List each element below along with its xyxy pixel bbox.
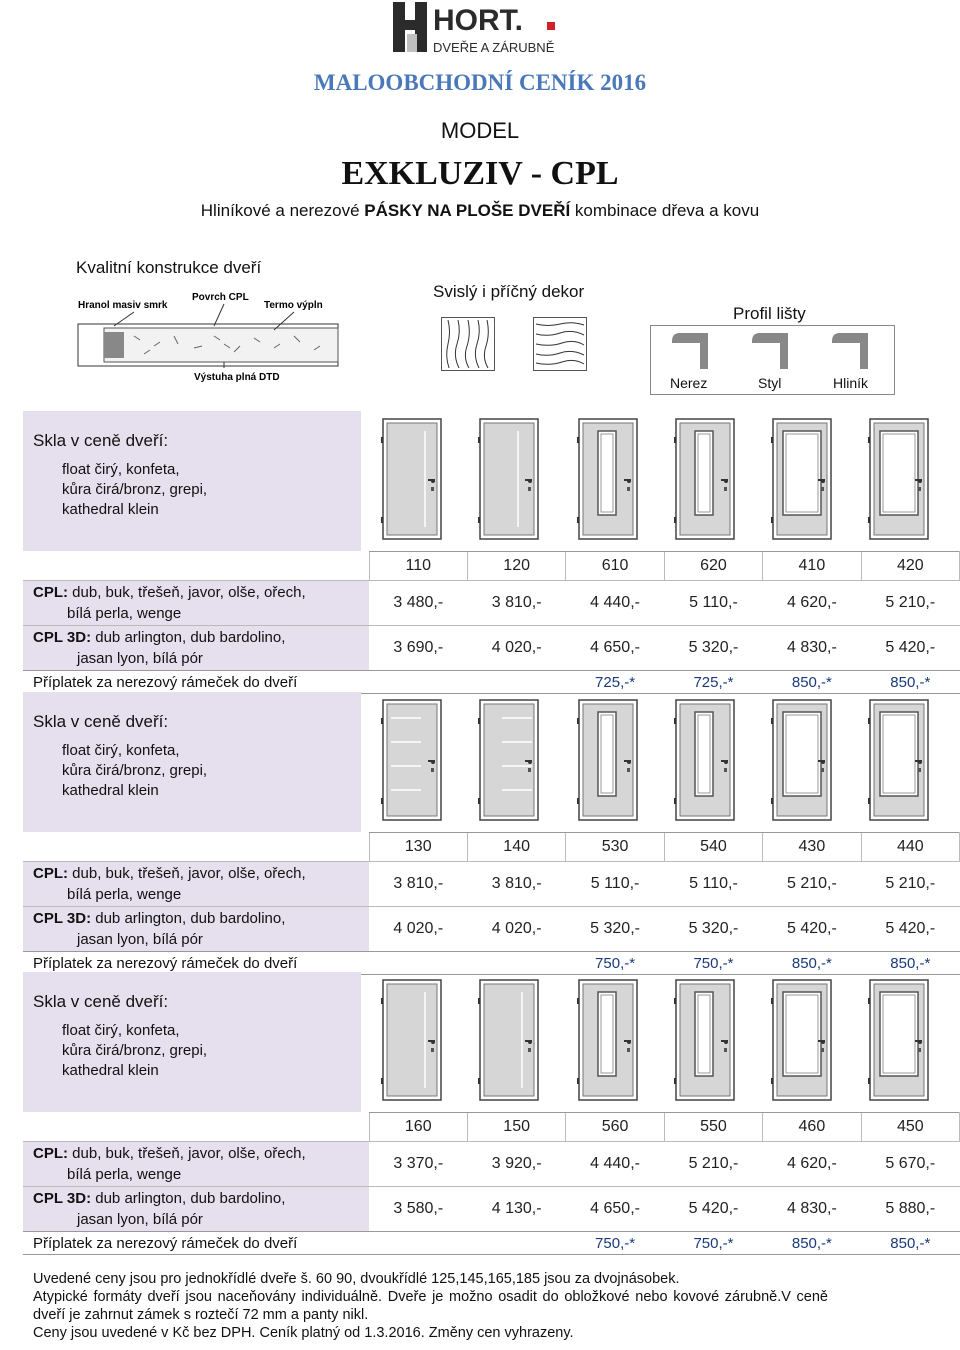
door-illustration (674, 978, 738, 1109)
construction-diagram (74, 286, 344, 386)
glass-type-line: kůra čirá/bronz, grepi, (62, 762, 208, 779)
surcharge-price: 750,-* (664, 952, 762, 975)
surcharge-label: Příplatek za nerezový rámeček do dveří (23, 1232, 369, 1255)
model-code: 130 (369, 833, 467, 862)
surcharge-price: 850,-* (861, 1232, 959, 1255)
nerez-profile-icon (672, 333, 712, 374)
cpl-price: 3 810,- (369, 862, 467, 907)
surcharge-label: Příplatek za nerezový rámeček do dveří (23, 952, 369, 975)
surcharge-price: 850,-* (763, 1232, 861, 1255)
footer-line-1: Uvedené ceny jsou pro jednokřídlé dveře š. 60 90, dvoukřídlé 125,145,165,185 jsou za dvojnásobek. (33, 1271, 680, 1287)
cpl3d-price-row (23, 1187, 960, 1232)
cpl-price: 5 110,- (664, 862, 762, 907)
model-code: 550 (664, 1113, 762, 1142)
surcharge-row (23, 1232, 960, 1255)
model-code: 410 (763, 552, 861, 581)
cpl3d-description: CPL 3D: dub arlington, dub bardolino, jasan lyon, bílá pór (23, 907, 369, 952)
glass-type-line: kůra čirá/bronz, grepi, (62, 1042, 208, 1059)
surcharge-price: 850,-* (861, 671, 959, 694)
cpl3d-price: 5 420,- (861, 907, 959, 952)
door-illustration (868, 417, 932, 548)
svg-text:Výstuha plná DTD: Výstuha plná DTD (194, 372, 280, 383)
cpl3d-price: 4 650,- (566, 626, 664, 671)
model-code: 440 (861, 833, 959, 862)
surcharge-price: 850,-* (763, 952, 861, 975)
surcharge-price: 725,-* (566, 671, 664, 694)
model-code: 160 (369, 1113, 467, 1142)
door-illustration (381, 417, 445, 548)
cpl-price: 3 920,- (467, 1142, 565, 1187)
cpl3d-price: 4 020,- (369, 907, 467, 952)
price-table (23, 1112, 960, 1255)
surcharge-price: 725,-* (664, 671, 762, 694)
glass-type-line: kathedral klein (62, 1062, 159, 1079)
logo-text: HORT. (433, 4, 523, 37)
door-illustration (771, 417, 835, 548)
surcharge-price: 850,-* (763, 671, 861, 694)
door-illustration (577, 698, 641, 829)
cpl3d-price-row (23, 626, 960, 671)
svg-text:Hranol masiv smrk: Hranol masiv smrk (78, 300, 168, 311)
door-illustration (577, 978, 641, 1109)
price-list-title: MALOOBCHODNÍ CENÍK 2016 (313, 70, 647, 95)
glass-included-title: Skla v ceně dveří: (33, 712, 169, 731)
model-code: 450 (861, 1113, 959, 1142)
price-table (23, 832, 960, 975)
model-code: 620 (664, 552, 762, 581)
cpl-price: 3 810,- (467, 862, 565, 907)
cpl3d-price: 4 020,- (467, 907, 565, 952)
door-illustration (478, 698, 542, 829)
footer-line-2: Atypické formáty dveří jsou naceňovány individuálně. Dveře je možno osadit do obložkové nebo kovové zárubně.V ceně dveří je zahrnut zámek s roztečí 72 mm a panty nikl. (33, 1289, 828, 1323)
surcharge-price: 750,-* (566, 1232, 664, 1255)
door-illustration (381, 978, 445, 1109)
cpl-price: 4 440,- (566, 1142, 664, 1187)
model-label: MODEL (440, 118, 520, 143)
cpl3d-price: 4 830,- (763, 1187, 861, 1232)
profile-name-hlinik: Hliník (833, 375, 869, 391)
door-illustration (478, 978, 542, 1109)
vertical-decor-icon (441, 317, 495, 371)
cpl3d-price: 5 420,- (861, 626, 959, 671)
model-code: 140 (467, 833, 565, 862)
glass-included-title: Skla v ceně dveří: (33, 431, 169, 450)
svg-text:Termo výpln: Termo výpln (264, 300, 323, 311)
cpl-price: 3 370,- (369, 1142, 467, 1187)
surcharge-row (23, 671, 960, 694)
model-code: 110 (369, 552, 467, 581)
door-illustration (674, 417, 738, 548)
surcharge-price: 850,-* (861, 952, 959, 975)
door-illustration (868, 698, 932, 829)
cpl3d-price: 5 880,- (861, 1187, 959, 1232)
surcharge-price (369, 671, 467, 694)
model-code: 120 (467, 552, 565, 581)
glass-type-line: float čirý, konfeta, (62, 742, 180, 759)
cpl-price: 5 210,- (861, 862, 959, 907)
cpl-price: 4 440,- (566, 581, 664, 626)
model-code: 150 (467, 1113, 565, 1142)
glass-included-title: Skla v ceně dveří: (33, 992, 169, 1011)
model-code: 420 (861, 552, 959, 581)
cpl3d-description: CPL 3D: dub arlington, dub bardolino, jasan lyon, bílá pór (23, 1187, 369, 1232)
cpl3d-description: CPL 3D: dub arlington, dub bardolino, jasan lyon, bílá pór (23, 626, 369, 671)
surcharge-price: 750,-* (566, 952, 664, 975)
door-illustration (771, 978, 835, 1109)
cpl-price: 5 110,- (566, 862, 664, 907)
svg-text:Povrch CPL: Povrch CPL (192, 292, 249, 303)
door-illustration (868, 978, 932, 1109)
surcharge-label: Příplatek za nerezový rámeček do dveří (23, 671, 369, 694)
surcharge-price (467, 671, 565, 694)
model-code-row (23, 552, 960, 581)
model-name: EXKLUZIV - CPL (341, 155, 619, 192)
glass-type-line: kathedral klein (62, 782, 159, 799)
cpl3d-price: 5 320,- (566, 907, 664, 952)
cpl-price: 5 110,- (664, 581, 762, 626)
glass-type-line: kůra čirá/bronz, grepi, (62, 481, 208, 498)
cpl3d-price: 3 580,- (369, 1187, 467, 1232)
price-table (23, 551, 960, 694)
model-code: 530 (566, 833, 664, 862)
horizontal-decor-icon (533, 317, 587, 371)
styl-profile-icon (752, 333, 792, 374)
model-code-row (23, 1113, 960, 1142)
cpl-price-row (23, 581, 960, 626)
door-illustration (478, 417, 542, 548)
cpl-price-row (23, 862, 960, 907)
cpl-price: 3 480,- (369, 581, 467, 626)
cpl3d-price: 4 130,- (467, 1187, 565, 1232)
cpl-description: CPL: dub, buk, třešeň, javor, olše, ořech, bílá perla, wenge (23, 1142, 369, 1187)
model-code: 560 (566, 1113, 664, 1142)
surcharge-price (467, 1232, 565, 1255)
surcharge-price (467, 952, 565, 975)
cpl-price: 5 210,- (763, 862, 861, 907)
cpl-price: 3 810,- (467, 581, 565, 626)
cpl-price-row (23, 1142, 960, 1187)
surcharge-price: 750,-* (664, 1232, 762, 1255)
cpl3d-price: 4 830,- (763, 626, 861, 671)
glass-type-line: float čirý, konfeta, (62, 461, 180, 478)
cpl3d-price: 4 650,- (566, 1187, 664, 1232)
door-illustration (674, 698, 738, 829)
surcharge-price (369, 1232, 467, 1255)
hort-logo (393, 2, 568, 56)
cpl-price: 4 620,- (763, 581, 861, 626)
glass-type-line: kathedral klein (62, 501, 159, 518)
model-code: 460 (763, 1113, 861, 1142)
door-illustration (381, 698, 445, 829)
construction-label: Kvalitní konstrukce dveří (76, 258, 262, 277)
footer-notes (33, 1270, 828, 1342)
cpl-price: 5 210,- (861, 581, 959, 626)
profile-name-nerez: Nerez (670, 375, 708, 391)
model-code-row (23, 833, 960, 862)
cpl3d-price: 5 320,- (664, 907, 762, 952)
footer-line-3: Ceny jsou uvedené v Kč bez DPH. Ceník platný od 1.3.2016. Změny cen vyhrazeny. (33, 1325, 574, 1341)
cpl3d-price: 5 420,- (664, 1187, 762, 1232)
profile-label: Profil lišty (733, 304, 806, 323)
glass-type-line: float čirý, konfeta, (62, 1022, 180, 1039)
model-code: 540 (664, 833, 762, 862)
cpl-description: CPL: dub, buk, třešeň, javor, olše, ořech, bílá perla, wenge (23, 581, 369, 626)
model-code: 610 (566, 552, 664, 581)
cpl3d-price: 5 320,- (664, 626, 762, 671)
cpl-description: CPL: dub, buk, třešeň, javor, olše, ořech, bílá perla, wenge (23, 862, 369, 907)
cpl3d-price: 3 690,- (369, 626, 467, 671)
cpl3d-price: 4 020,- (467, 626, 565, 671)
door-illustration (577, 417, 641, 548)
profile-name-styl: Styl (758, 375, 782, 391)
cpl-price: 5 210,- (664, 1142, 762, 1187)
cpl-price: 4 620,- (763, 1142, 861, 1187)
model-subtitle: Hliníkové a nerezové PÁSKY NA PLOŠE DVEŘÍ kombinace dřeva a kovu (200, 201, 760, 220)
hlinik-profile-icon (832, 333, 872, 374)
cpl3d-price-row (23, 907, 960, 952)
cpl-price: 5 670,- (861, 1142, 959, 1187)
model-code: 430 (763, 833, 861, 862)
logo-subtext: DVEŘE A ZÁRUBNĚ (433, 40, 555, 55)
door-illustration (771, 698, 835, 829)
decor-label: Svislý i příčný dekor (433, 282, 585, 301)
surcharge-price (369, 952, 467, 975)
cpl3d-price: 5 420,- (763, 907, 861, 952)
